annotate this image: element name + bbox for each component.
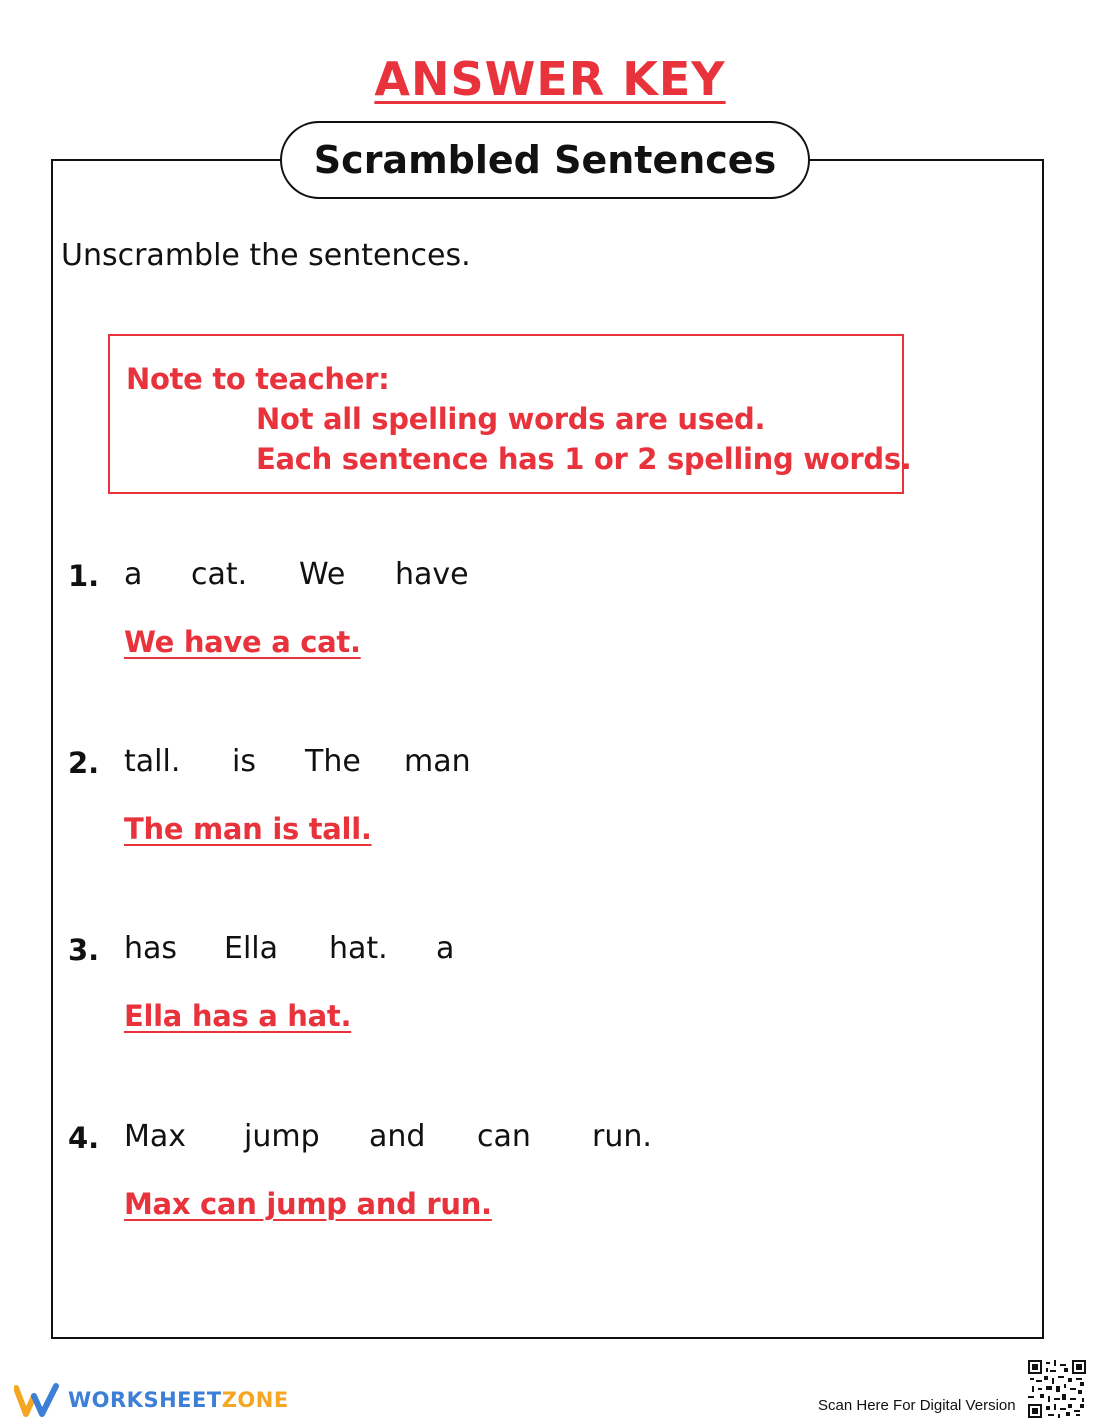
note-line-1: Not all spelling words are used. — [256, 402, 766, 436]
scrambled-word: can — [477, 1119, 531, 1154]
worksheet-title: Scrambled Sentences — [313, 138, 777, 182]
note-heading: Note to teacher: — [126, 362, 390, 396]
scrambled-word: cat. — [191, 557, 248, 592]
worksheetzone-logo — [14, 1382, 289, 1418]
brand-name — [68, 1388, 289, 1412]
brand-part-2: ZONE — [221, 1388, 289, 1412]
instruction-text: Unscramble the sentences. — [61, 238, 471, 273]
scrambled-word: has — [124, 931, 178, 966]
scrambled-word: a — [436, 931, 455, 966]
scrambled-word: and — [369, 1119, 426, 1154]
question-number: 3. — [68, 933, 100, 967]
scrambled-word: hat. — [329, 931, 388, 966]
scrambled-word: The — [305, 744, 361, 779]
answer-key-heading: ANSWER KEY — [374, 52, 726, 106]
answer-sentence: Max can jump and run. — [124, 1187, 492, 1221]
brand-part-1: WORKSHEET — [68, 1388, 222, 1412]
scrambled-word: tall. — [124, 744, 181, 779]
scrambled-word: run. — [592, 1119, 652, 1154]
answer-sentence: We have a cat. — [124, 625, 361, 659]
teacher-note-box — [108, 334, 912, 494]
answer-sentence: The man is tall. — [124, 812, 372, 846]
scrambled-word: a — [124, 557, 143, 592]
answer-sentence: Ella has a hat. — [124, 999, 352, 1033]
scrambled-word: Max — [124, 1119, 187, 1154]
title-pill — [280, 121, 810, 199]
scan-caption: Scan Here For Digital Version — [818, 1397, 1016, 1414]
worksheetzone-logo-icon — [14, 1382, 62, 1418]
question-number: 1. — [68, 559, 100, 593]
scrambled-word: is — [232, 744, 256, 779]
question-number: 4. — [68, 1121, 100, 1155]
question-number: 2. — [68, 746, 100, 780]
scrambled-word: We — [299, 557, 346, 592]
qr-code-icon[interactable] — [1028, 1360, 1086, 1418]
scrambled-word: man — [404, 744, 471, 779]
note-line-2: Each sentence has 1 or 2 spelling words. — [256, 442, 912, 476]
scrambled-word: jump — [244, 1119, 320, 1154]
scrambled-word: have — [395, 557, 469, 592]
scrambled-word: Ella — [224, 931, 279, 966]
